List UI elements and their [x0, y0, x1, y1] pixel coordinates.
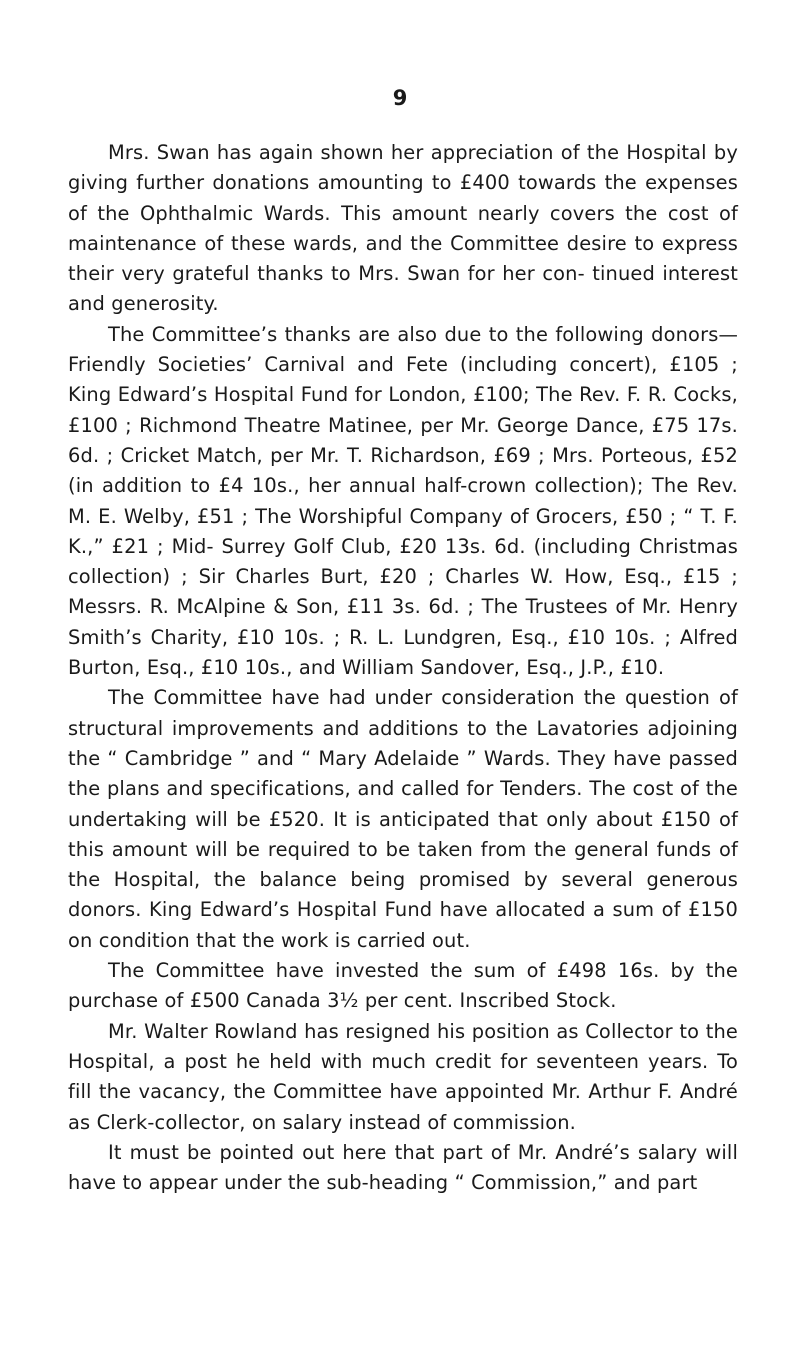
paragraph-salary: It must be pointed out here that part of Mr. André’s salary will have to appear under the sub-heading “ Commission,” and part: [68, 1140, 738, 1195]
body-text: [68, 138, 738, 1198]
paragraph-lavatories: The Committee have had under consideration the question of structural improvements and additions to the Lavatories adjoining the “ Cambridge ” and “ Mary Adelaide ” Wards. They have passed the plans and specifications, and called for Tenders. The cost of the undertaking will be £520. It is anticipated that only about £150 of this amount will be required to be taken from the general funds of the Hospital, the balance being promised by several generous donors. King Edward’s Hospital Fund have allocated a sum of £150 on condition that the work is carried out.: [68, 686, 738, 952]
paragraph-collector: Mr. Walter Rowland has resigned his position as Collector to the Hospital, a post he held with much credit for seventeen years. To fill the vacancy, the Committee have appointed Mr. Arthur F. André as Clerk-collector, on salary instead of commission.: [68, 1019, 738, 1134]
paragraph-investment: The Committee have invested the sum of £498 16s. by the purchase of £500 Canada 3½ per cent. Inscribed Stock.: [68, 959, 738, 1013]
page-number: 9: [392, 86, 408, 110]
paragraph-donors-list: The Committee’s thanks are also due to the following donors— Friendly Societies’ Carnival and Fete (including concert), £105 ; King Edward’s Hospital Fund for London, £100; The Rev. F. R. Cocks, £100 ; Richmond Theatre Matinee, per Mr. George Dance, £75 17s. 6d. ; Cricket Match, per Mr. T. Richardson, £69 ; Mrs. Porteous, £52 (in addition to £4 10s., her annual half-crown collection); The Rev. M. E. Welby, £51 ; The Worshipful Company of Grocers, £50 ; “ T. F. K.,” £21 ; Mid- Surrey Golf Club, £20 13s. 6d. (including Christmas collection) ; Sir Charles Burt, £20 ; Charles W. How, Esq., £15 ; Messrs. R. McAlpine & Son, £11 3s. 6d. ; The Trustees of Mr. Henry Smith’s Charity, £10 10s. ; R. L. Lundgren, Esq., £10 10s. ; Alfred Burton, Esq., £10 10s., and William Sandover, Esq., J.P., £10.: [68, 322, 738, 680]
paragraph-swan-donation: Mrs. Swan has again shown her appreciation of the Hospital by giving further donations amounting to £400 towards the expenses of the Ophthalmic Wards. This amount nearly covers the cost of maintenance of these wards, and the Committee desire to express their very grateful thanks to Mrs. Swan for her con- tinued interest and generosity.: [68, 141, 738, 316]
